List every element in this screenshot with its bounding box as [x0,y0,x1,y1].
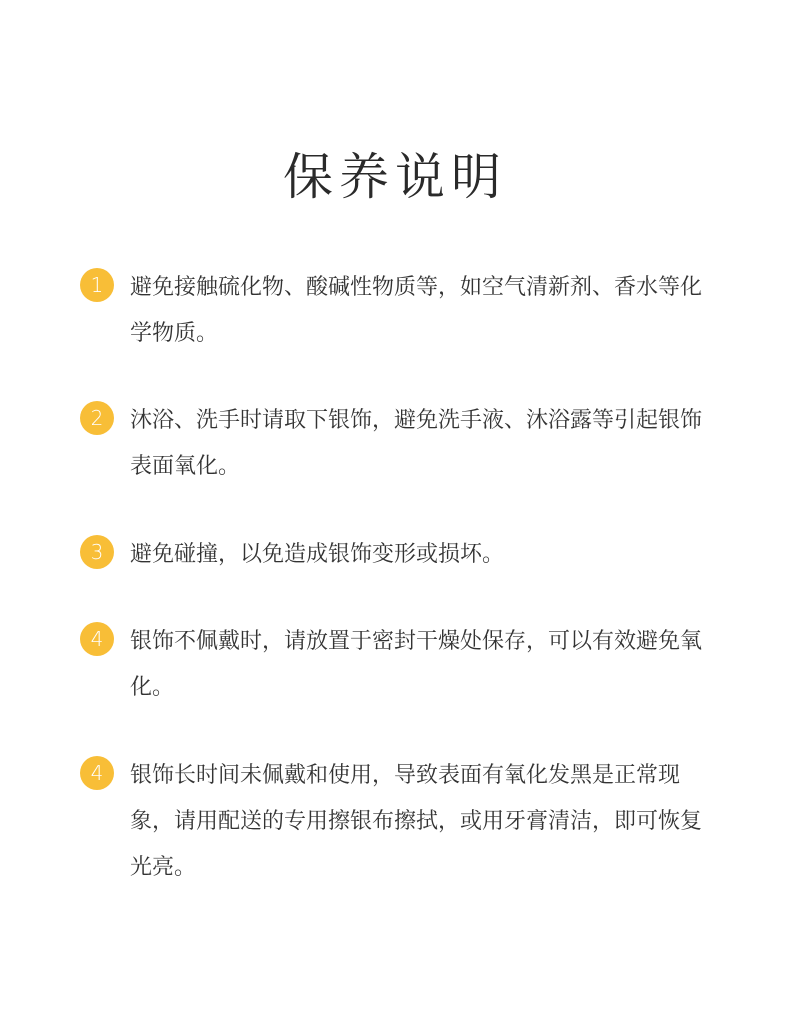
number-badge: 4 [80,622,114,656]
care-item-text: 避免接触硫化物、酸碱性物质等，如空气清新剂、香水等化学物质。 [130,275,703,346]
number-badge: 2 [80,401,114,435]
page-title: 保养说明 [283,148,507,206]
number-badge: 3 [80,535,114,569]
number-badge: 1 [80,268,114,302]
care-item-text: 银饰不佩戴时，请放置于密封干燥处保存，可以有效避免氧化。 [130,629,703,700]
number-badge: 4 [80,756,114,790]
care-item-text: 银饰长时间未佩戴和使用，导致表面有氧化发黑是正常现象，请用配送的专用擦银布擦拭，或用牙膏清洁，即可恢复光亮。 [130,763,703,880]
care-item-text: 沐浴、洗手时请取下银饰，避免洗手液、沐浴露等引起银饰表面氧化。 [130,408,703,479]
care-item-text: 避免碰撞，以免造成银饰变形或损坏。 [130,542,505,567]
